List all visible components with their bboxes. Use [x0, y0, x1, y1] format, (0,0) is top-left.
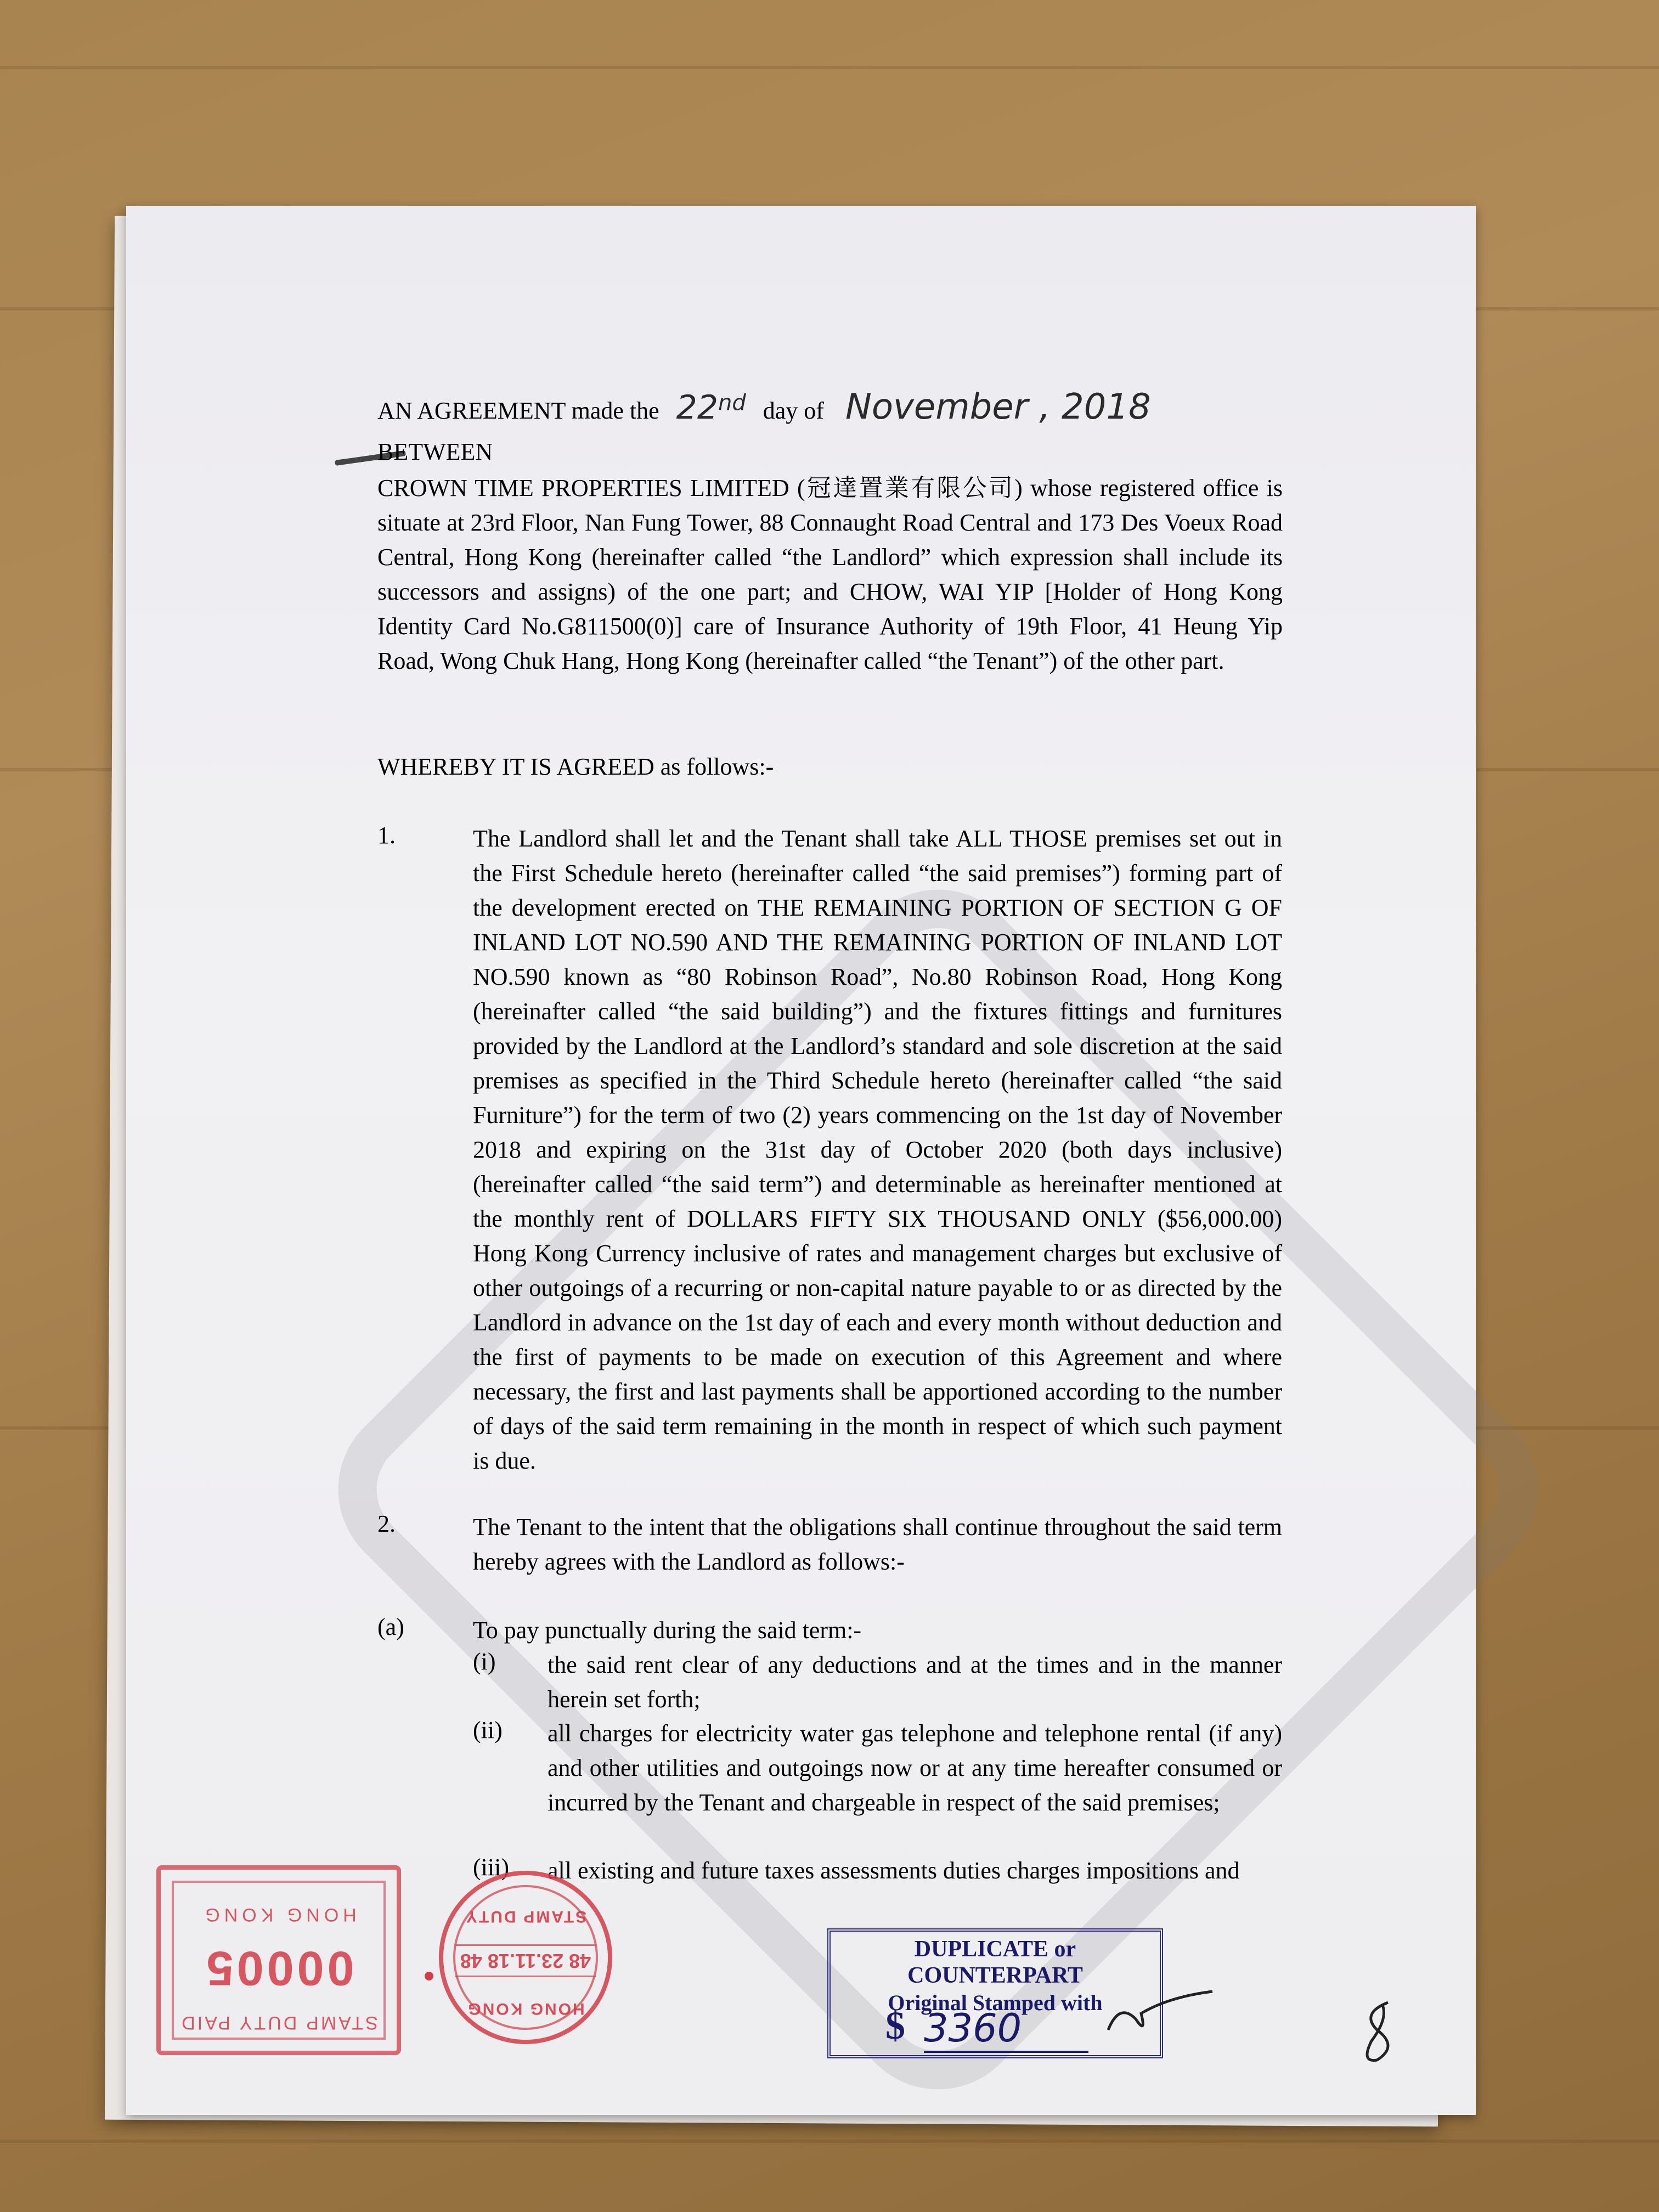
- clause-text: The Tenant to the intent that the obligations shall continue throughout the said term hereby agrees with the Landlord as follows:-: [473, 1514, 1282, 1575]
- duplicate-line-1: DUPLICATE or COUNTERPART: [907, 1937, 1083, 1988]
- clause-number: 2.: [377, 1510, 396, 1537]
- subclause-text: To pay punctually during the said term:-: [473, 1617, 862, 1644]
- red-dot-mark: [425, 1972, 433, 1980]
- stamp-duty-paid-stamp: [156, 1865, 401, 2055]
- item-text: the said rent clear of any deductions and at the times and in the manner herein set forth;: [548, 1651, 1282, 1713]
- stamp-duty-top-text: STAMP DUTY PAID: [179, 2012, 378, 2033]
- clause-number: 1.: [377, 822, 396, 849]
- item-label: (i): [473, 1648, 496, 1675]
- duplicate-currency: $: [885, 2004, 905, 2047]
- seal-bottom-text: STAMP DUTY: [464, 1908, 587, 1926]
- day-of: day of: [763, 397, 824, 424]
- handwritten-day-suffix: nd: [718, 390, 746, 416]
- duplicate-line-2: Original Stamped with: [888, 1990, 1103, 2015]
- opening-line: [377, 387, 1151, 427]
- item-label: (iii): [473, 1854, 509, 1881]
- stamp-duty-amount: 00005: [203, 1942, 354, 1996]
- between-heading: BETWEEN: [377, 438, 493, 465]
- item-text: all charges for electricity water gas telephone and telephone rental (if any) and other utilities and outgoings now or at any time hereafter consumed or incurred by the Tenant and chargeable in respect of the said premises;: [548, 1720, 1282, 1816]
- initials-scribble: [1355, 1997, 1404, 2068]
- item-text: all existing and future taxes assessments duties charges impositions and: [548, 1857, 1240, 1884]
- subclause-label: (a): [377, 1613, 404, 1640]
- stamp-duty-bottom-text: HONG KONG: [201, 1904, 357, 1925]
- signature-scribble: [1103, 1980, 1223, 2046]
- parties-paragraph: CROWN TIME PROPERTIES LIMITED (冠達置業有限公司) whose registered office is situate at 23rd Floor, Nan Fung Tower, 88 Connaught Road Central and 173 Des Voeux Road Central, Hong Kong (hereinafter called “the Landlord” which expression shall include its successors and assigns) of the one part; and CHOW, WAI YIP [Holder of Hong Kong Identity Card No.G811500(0)] care of Insurance Authority of 19th Floor, 41 Heung Yip Road, Wong Chuk Hang, Hong Kong (hereinafter called “the Tenant”) of the other part.: [377, 475, 1283, 674]
- seal-date: 48 23.11.18 48: [455, 1944, 596, 1977]
- item-label: (ii): [473, 1717, 503, 1743]
- clause-text: The Landlord shall let and the Tenant shall take ALL THOSE premises set out in the First Schedule hereto (hereinafter called “the said premises”) forming part of the development erected on THE REMAINING PORTION OF SECTION G OF INLAND LOT NO.590 AND THE REMAINING PORTION OF INLAND LOT NO.590 known as “80 Robinson Road”, No.80 Robinson Road, Hong Kong (hereinafter called “the said building”) and the fixtures fittings and furnitures provided by the Landlord at the Landlord’s standard and sole discretion at the said premises as specified in the Third Schedule hereto (hereinafter called “the said Furniture”) for the term of two (2) years commencing on the 1st day of November 2018 and expiring on the 31st day of October 2020 (both days inclusive) (hereinafter called “the said term”) and determinable as hereinafter mentioned at the monthly rent of DOLLARS FIFTY SIX THOUSAND ONLY ($56,000.00) Hong Kong Currency inclusive of rates and management charges but exclusive of other outgoings of a recurring or non-capital nature payable to or as directed by the Landlord in advance on the 1st day of each and every month without deduction and the first of payments to be made on execution of this Agreement and where necessary, the first and last payments shall be apportioned according to the number of days of the said term remaining in the month in respect of which such payment is due.: [473, 825, 1282, 1474]
- handwritten-day: 22: [676, 388, 719, 427]
- whereby-heading: WHEREBY IT IS AGREED as follows:-: [377, 753, 774, 780]
- handwritten-date: November , 2018: [845, 387, 1151, 427]
- intro-prefix: AN AGREEMENT made the: [377, 397, 659, 424]
- duplicate-amount-handwritten: 3360: [924, 2006, 1088, 2053]
- seal-top-text: HONG KONG: [466, 2000, 585, 2018]
- hong-kong-stamp-duty-seal: [439, 1871, 612, 2044]
